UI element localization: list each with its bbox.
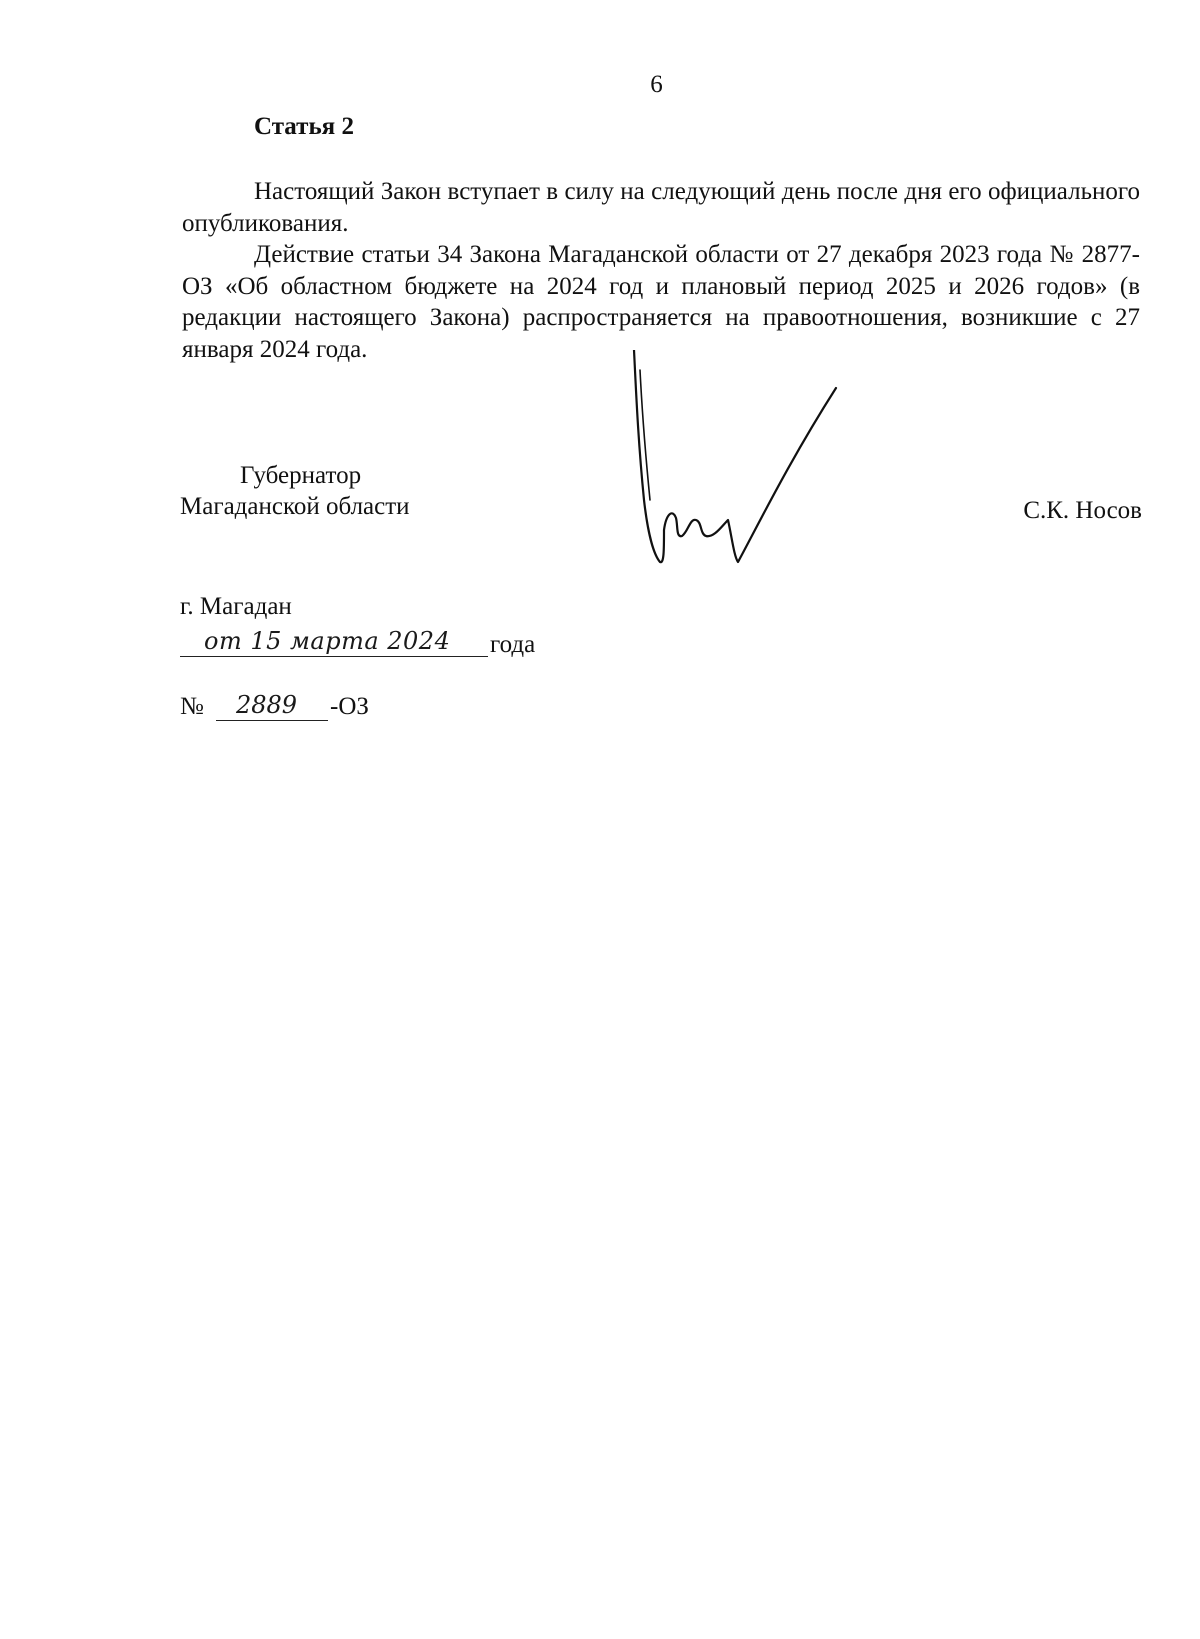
article-heading: Статья 2 <box>254 113 354 140</box>
article-paragraph-2: Действие статьи 34 Закона Магаданской области от 27 декабря 2023 года № 2877-ОЗ «Об областном бюджете на 2024 год и плановый период 2025 и 2026 годов» (в редакции настоящего Закона) распространяется на правоотношения, возникшие с 27 января 2024 года. <box>182 241 1140 363</box>
number-sign: № <box>180 693 204 720</box>
enactment-city: г. Магадан <box>180 593 292 620</box>
enactment-date <box>180 622 580 662</box>
signatory-title-line-2: Магаданской области <box>180 493 410 520</box>
enactment-number <box>180 688 480 728</box>
date-suffix: года <box>490 631 536 658</box>
signatory-title-line-1: Губернатор <box>240 462 362 489</box>
number-underline <box>216 720 328 721</box>
date-underline <box>180 656 488 657</box>
handwritten-signature <box>630 350 870 580</box>
number-suffix: -ОЗ <box>330 693 369 720</box>
signatory-title <box>180 460 410 522</box>
handwritten-number: 2889 <box>236 691 298 719</box>
signatory-name: С.К. Носов <box>1023 497 1142 524</box>
page-number: 6 <box>650 71 663 98</box>
handwritten-date: от 15 марта 2024 <box>204 627 451 655</box>
article-paragraph-1: Настоящий Закон вступает в силу на следующий день после дня его официального опубликования. <box>182 178 1140 237</box>
